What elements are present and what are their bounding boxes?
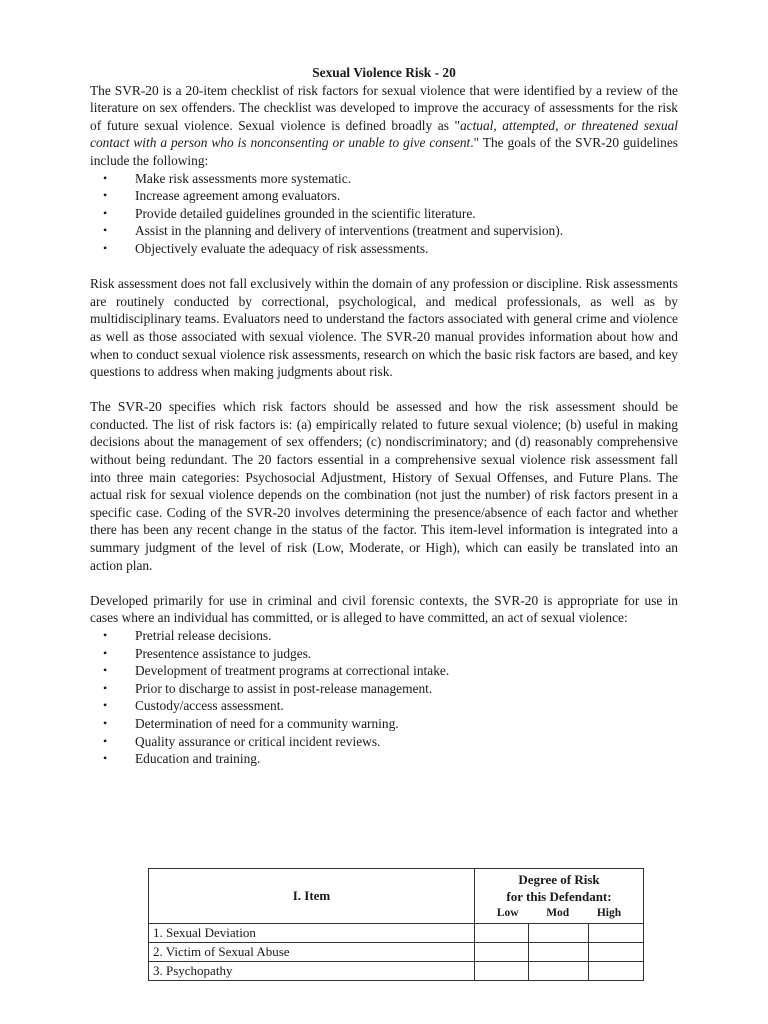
risk-header-line2: for this Defendant: xyxy=(506,889,612,904)
table-row xyxy=(149,943,644,962)
list-item: • Education and training. xyxy=(90,750,678,768)
item-header: I. Item xyxy=(149,869,475,924)
list-item: • Prior to discharge to assist in post-release management. xyxy=(90,680,678,698)
intro-text-b: ." The goals of the SVR-20 guidelines include the following: xyxy=(90,135,678,168)
list-item: • Make risk assessments more systematic. xyxy=(90,170,678,188)
list-item: • Pretrial release decisions. xyxy=(90,627,678,645)
goals-list xyxy=(90,170,678,258)
intro-paragraph xyxy=(90,82,678,170)
low-cell[interactable] xyxy=(474,924,528,943)
list-item: • Increase agreement among evaluators. xyxy=(90,187,678,205)
list-item: • Assist in the planning and delivery of interventions (treatment and supervision). xyxy=(90,222,678,240)
risk-header xyxy=(474,869,643,924)
list-item: • Provide detailed guidelines grounded in the scientific literature. xyxy=(90,205,678,223)
mod-header: Mod xyxy=(546,907,570,919)
list-item: • Custody/access assessment. xyxy=(90,697,678,715)
risk-factors-paragraph: The SVR-20 specifies which risk factors should be assessed and how the risk assessment should be conducted. The list of risk factors is: (a) empirically related to future sexual violence; (b) useful in making decisions about the management of sex offenders; (c) nondiscriminatory; and (d) reasonably comprehensive without being redundant. The 20 factors essential in a comprehensive sexual violence risk assessment fall into three main categories: Psychosocial Adjustment, History of Sexual Offenses, and Future Plans. The actual risk for sexual violence depends on the combination (not just the number) of risk factors present in a specific case. Coding of the SVR-20 involves determining the presence/absence of each factor and whether there has been any recent change in the status of the factor. This item-level information is integrated into a summary judgment of the level of risk (Low, Moderate, or High), which can easily be translated into an action plan. xyxy=(90,399,678,573)
list-item: • Objectively evaluate the adequacy of risk assessments. xyxy=(90,240,678,258)
document-title: Sexual Violence Risk - 20 xyxy=(312,65,456,80)
mod-cell[interactable] xyxy=(528,962,589,981)
high-cell[interactable] xyxy=(589,924,644,943)
high-cell[interactable] xyxy=(589,943,644,962)
intro-text-a: The SVR-20 is a 20-item checklist of risk factors for sexual violence that were identified by a review of the literature on sex offenders. The checklist was developed to improve the accuracy of assessments for the risk of future sexual violence. Sexual violence is defined broadly as " xyxy=(90,82,678,133)
mod-cell[interactable] xyxy=(528,924,589,943)
list-item: • Development of treatment programs at correctional intake. xyxy=(90,662,678,680)
item-cell: 3. Psychopathy xyxy=(149,962,475,981)
item-cell: 2. Victim of Sexual Abuse xyxy=(149,943,475,962)
risk-table xyxy=(148,868,644,981)
list-item: • Determination of need for a community warning. xyxy=(90,715,678,733)
risk-assessment-paragraph: Risk assessment does not fall exclusively within the domain of any profession or discipline. Risk assessments are routinely conducted by correctional, psychological, and medical professionals, as well as by multidisciplinary teams. Evaluators need to understand the factors associated with general crime and violence as well as those associated with sexual violence. The SVR-20 manual provides information about how and when to conduct sexual violence risk assessments, research on which the basic risk factors are based, and key questions to address when making judgments about risk. xyxy=(90,276,678,380)
list-item: • Presentence assistance to judges. xyxy=(90,645,678,663)
low-cell[interactable] xyxy=(474,943,528,962)
uses-paragraph: Developed primarily for use in criminal and civil forensic contexts, the SVR-20 is appropriate for use in cases where an individual has committed, or is alleged to have committed, an act of sexual violence: xyxy=(90,592,678,626)
high-header: High xyxy=(596,907,622,919)
document-body xyxy=(90,64,678,768)
risk-header-line1: Degree of Risk xyxy=(518,872,600,887)
uses-list xyxy=(90,627,678,768)
table-row xyxy=(149,962,644,981)
mod-cell[interactable] xyxy=(528,943,589,962)
table-row xyxy=(149,924,644,943)
list-item: • Quality assurance or critical incident reviews. xyxy=(90,733,678,751)
low-header: Low xyxy=(496,907,519,919)
low-cell[interactable] xyxy=(474,962,528,981)
intro-definition: actual, attempted, or threatened sexual contact with a person who is nonconsenting or unable to give consent xyxy=(90,117,678,151)
item-cell: 1. Sexual Deviation xyxy=(149,924,475,943)
risk-table-container xyxy=(148,868,644,981)
high-cell[interactable] xyxy=(589,962,644,981)
